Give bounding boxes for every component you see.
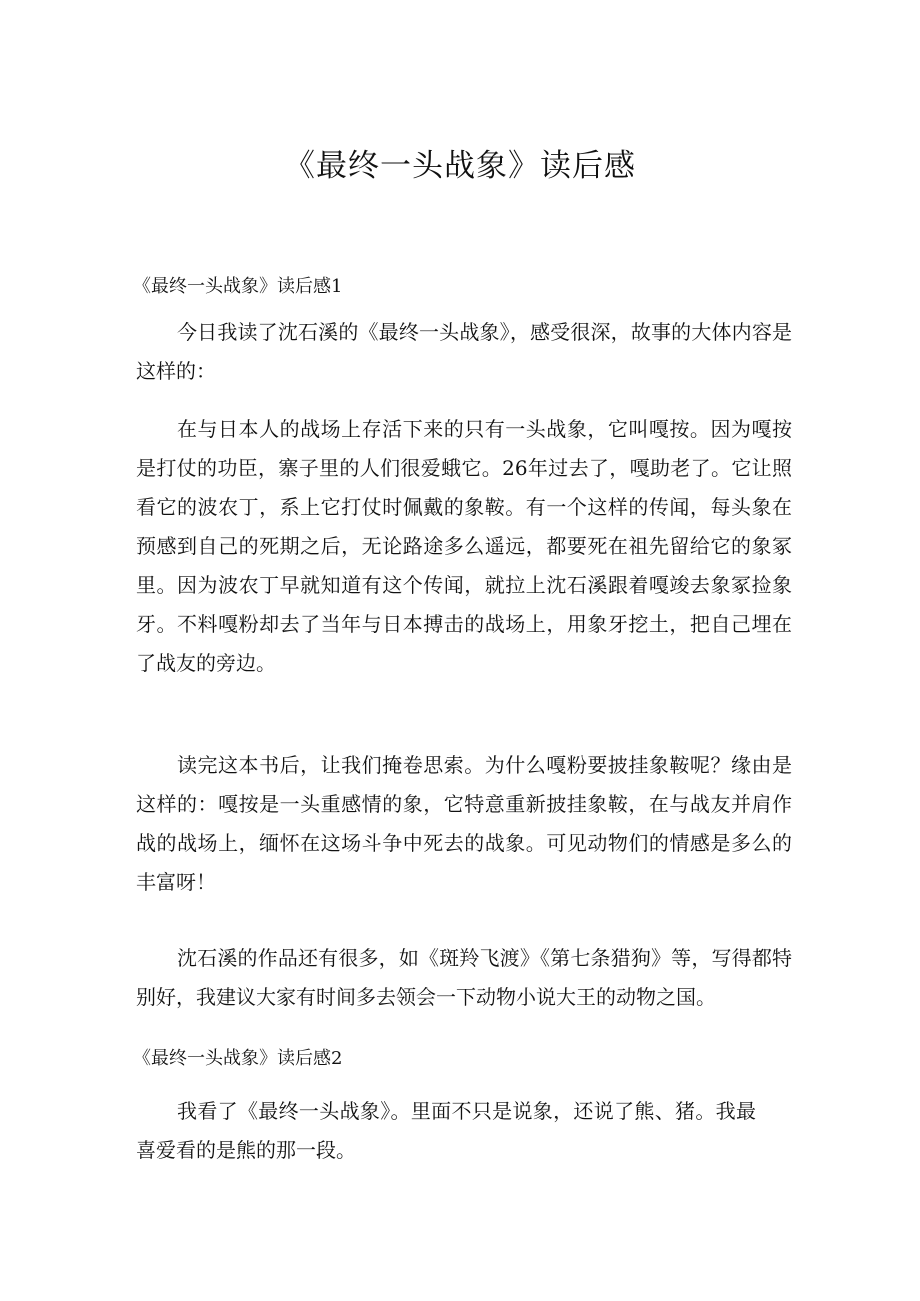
section-heading-1: 《最终一头战象》读后感1 [133, 276, 343, 297]
section-heading-2: 《最终一头战象》读后感2 [133, 1048, 343, 1069]
document-title: 《最终一头战象》读后感 [284, 148, 636, 184]
paragraph: 今日我读了沈石溪的《最终一头战象》，感受很深，故事的大体内容是这样的： [136, 320, 792, 383]
paragraph: 读完这本书后，让我们掩卷思索。为什么嘎粉要披挂象鞍呢？缘由是这样的：嘎按是一头重感情的象，它特意重新披挂象鞍，在与战友并肩作战的战场上，缅怀在这场斗争中死去的战象。可见动物们的情感是多么的丰富呀！ [136, 753, 792, 894]
paragraph: 我看了《最终一头战象》。里面不只是说象，还说了熊、猪。我最喜爱看的是熊的那一段。 [136, 1099, 756, 1162]
paragraph: 沈石溪的作品还有很多，如《斑羚飞渡》《第七条猎狗》等，写得都特别好，我建议大家有时间多去领会一下动物小说大王的动物之国。 [136, 946, 792, 1009]
paragraph: 在与日本人的战场上存活下来的只有一头战象，它叫嘎按。因为嘎按是打仗的功臣，寨子里的人们很爱蛾它。26年过去了，嘎助老了。它让照看它的波农丁，系上它打仗时佩戴的象鞍。有一个这样的传闻，每头象在预感到自己的死期之后，无论路途多么遥远，都要死在祖先留给它的象冢里。因为波农丁早就知道有这个传闻，就拉上沈石溪跟着嘎竣去象冢捡象牙。不料嘎粉却去了当年与日本搏击的战场上，用象牙挖土，把自己埋在了战友的旁边。 [136, 417, 792, 675]
